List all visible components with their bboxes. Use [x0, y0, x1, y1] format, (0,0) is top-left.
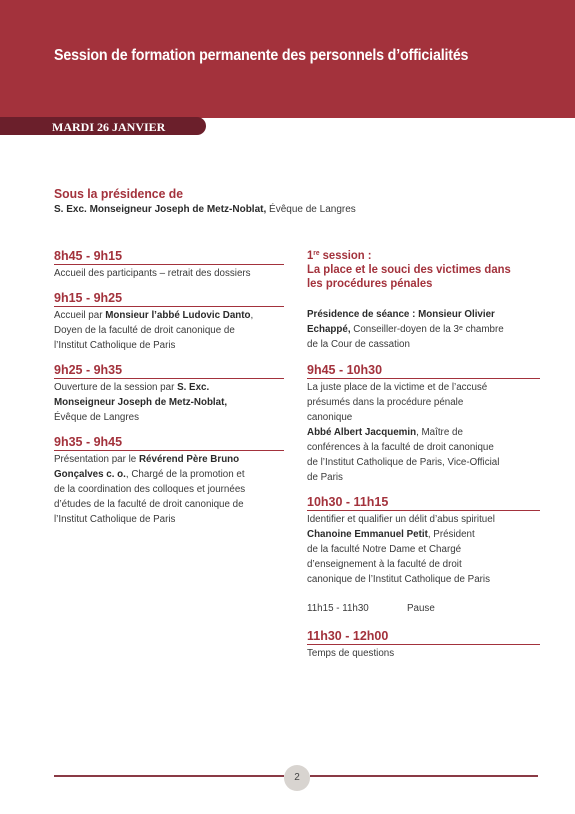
desc-text: Identifier et qualifier un délit d’abus spirituel [307, 514, 495, 525]
schedule-desc: Accueil des participants – retrait des dossiers [54, 268, 251, 279]
desc-text: d’études de la faculté de droit canonique de [54, 499, 244, 510]
schedule-item [307, 628, 543, 661]
schedule-time: 9h15 - 9h25 [54, 290, 284, 307]
schedule-time: 9h45 - 10h30 [307, 362, 540, 379]
right-column [307, 248, 543, 670]
desc-text: , Président [427, 529, 475, 540]
left-column [54, 248, 290, 536]
speaker-name: Abbé Albert Jacquemin [307, 427, 417, 438]
session-title [307, 248, 542, 290]
schedule-desc [54, 452, 290, 527]
desc-text: , Maître de [416, 427, 463, 438]
speaker-name: Gonçalves c. o. [54, 469, 126, 480]
speaker-name: Monseigneur Joseph de Metz-Noblat, [54, 397, 228, 408]
schedule-desc [307, 380, 543, 485]
desc-text: Présentation par le [54, 454, 139, 465]
session-sup: re [313, 250, 320, 257]
date-label: MARDI 26 JANVIER [52, 120, 166, 134]
desc-text: présumés dans la procédure pénale [307, 397, 464, 408]
presidence-title: Sous la présidence de [54, 186, 184, 201]
desc-sup: e [458, 325, 463, 332]
desc-text: Doyen de la faculté de droit canonique de [54, 325, 235, 336]
desc-text: canonique [307, 412, 353, 423]
session-theme: les procédures pénales [307, 276, 433, 290]
page-number: 2 [284, 765, 310, 791]
session-theme: La place et le souci des victimes dans [307, 262, 511, 276]
desc-text: Évêque de Langres [54, 412, 139, 423]
schedule-time: 10h30 - 11h15 [307, 494, 540, 511]
desc-text: l’Institut Catholique de Paris [54, 340, 176, 351]
desc-text: chambre [462, 324, 504, 335]
desc-text: de l’Institut Catholique de Paris, Vice-Official [307, 457, 500, 468]
speaker-name: S. Exc. [177, 382, 210, 393]
schedule-time: 11h30 - 12h00 [307, 628, 540, 645]
pause-time: 11h15 - 11h30 [307, 603, 369, 614]
schedule-item [54, 434, 290, 527]
desc-text: conférences à la faculté de droit canonique [307, 442, 494, 453]
desc-text: l’Institut Catholique de Paris [54, 514, 176, 525]
schedule-time: 9h35 - 9h45 [54, 434, 284, 451]
desc-text: , Chargé de la promotion et [125, 469, 245, 480]
schedule-item [54, 362, 290, 425]
presidence-role: Évêque de Langres [266, 204, 356, 215]
footer-rule-right [310, 775, 538, 777]
speaker-name: Echappé, [307, 324, 351, 335]
pause-row [307, 601, 543, 616]
desc-text: de la coordination des colloques et journées [54, 484, 246, 495]
desc-text: de la faculté Notre Dame et Chargé [307, 544, 462, 555]
desc-text: Ouverture de la session par [54, 382, 178, 393]
schedule-desc [54, 308, 290, 353]
session-presidence [307, 307, 543, 352]
schedule-item [307, 494, 543, 587]
presidence-text [54, 204, 356, 215]
desc-text: Accueil par [54, 310, 106, 321]
schedule-item [54, 290, 290, 353]
desc-text: de la Cour de cassation [307, 339, 410, 350]
desc-text: d’enseignement à la faculté de droit [307, 559, 462, 570]
desc-text: canonique de l’Institut Catholique de Paris [307, 574, 490, 585]
footer-rule-left [54, 775, 284, 777]
desc-text: Conseiller-doyen de la 3 [350, 324, 459, 335]
session-number: 1 [307, 248, 314, 262]
page-title: Session de formation permanente des personnels d’officialités [54, 47, 469, 64]
schedule-item [307, 362, 543, 485]
schedule-desc [54, 380, 290, 425]
desc-text: , [250, 310, 254, 321]
speaker-name: Monsieur l’abbé Ludovic Danto [105, 310, 251, 321]
speaker-name: Présidence de séance : Monsieur Olivier [307, 309, 495, 320]
schedule-time: 8h45 - 9h15 [54, 248, 284, 265]
schedule-item [54, 248, 290, 281]
desc-text: La juste place de la victime et de l’accusé [307, 382, 488, 393]
speaker-name: Chanoine Emmanuel Petit [307, 529, 428, 540]
pause-label: Pause [407, 603, 435, 614]
desc-text: de Paris [307, 472, 343, 483]
speaker-name: Révérend Père Bruno [138, 454, 240, 465]
session-label: session : [319, 248, 372, 262]
schedule-desc [307, 512, 543, 587]
schedule-desc: Temps de questions [307, 648, 395, 659]
schedule-time: 9h25 - 9h35 [54, 362, 284, 379]
presidence-name: S. Exc. Monseigneur Joseph de Metz-Noblat, [54, 204, 267, 215]
